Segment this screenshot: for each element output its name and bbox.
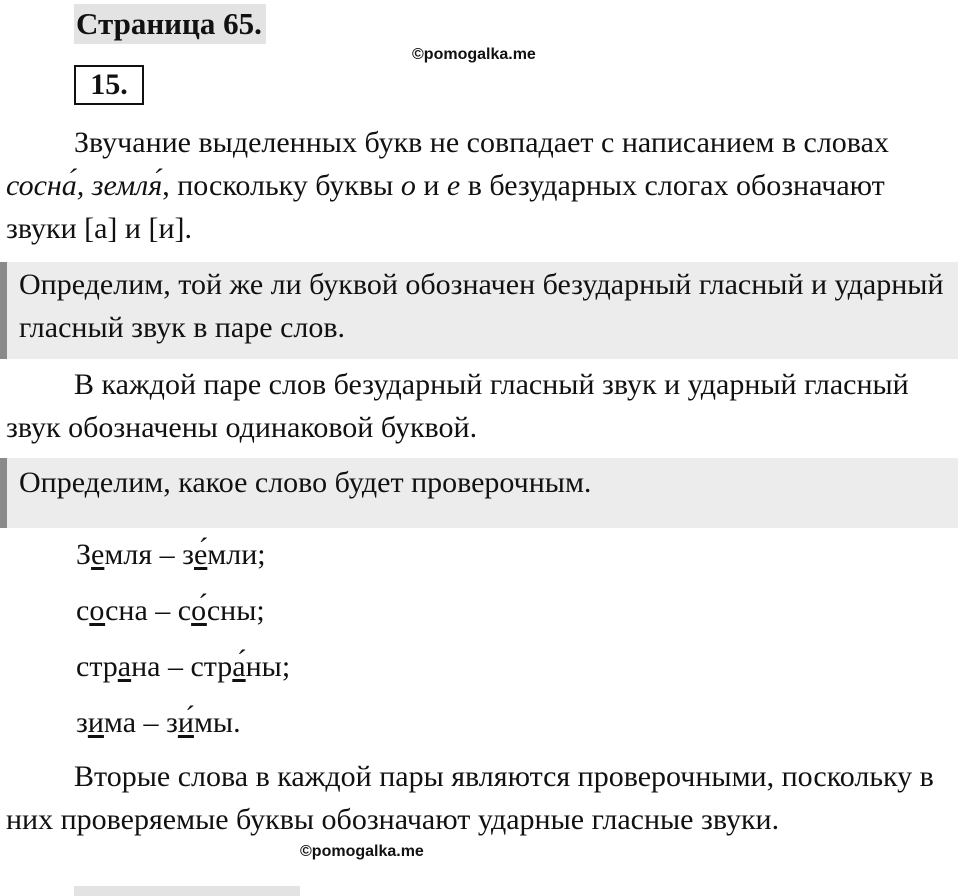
letter-e: е bbox=[446, 169, 461, 202]
paragraph-3 bbox=[6, 755, 956, 841]
letter-o: о bbox=[400, 169, 416, 202]
word-pair: сосна – со́сны; bbox=[76, 594, 265, 627]
word-pair: зима – зи́мы. bbox=[76, 706, 241, 739]
paragraph-1 bbox=[6, 121, 956, 250]
para1-text: Звучание выделенных букв не совпадает с написанием в словах bbox=[74, 126, 889, 159]
para1-text: , поскольку буквы bbox=[162, 169, 401, 202]
para3-text: Вторые слова в каждой пары являются проверочными, поскольку в них проверяемые буквы обозначают ударные гласные звуки. bbox=[6, 760, 934, 836]
word-pair: страна – стра́ны; bbox=[76, 650, 291, 683]
para1-text: в безударных слогах обозначают звуки [а] и [и]. bbox=[6, 169, 885, 245]
note-text: Определим, какое слово будет проверочным. bbox=[19, 466, 592, 499]
note-box-2 bbox=[0, 458, 958, 528]
watermark: ©pomogalka.me bbox=[300, 843, 424, 860]
para2-text: В каждой паре слов безударный гласный звук и ударный гласный звук обозначены одинаковой буквой. bbox=[6, 368, 909, 444]
page-heading: Страница 65. bbox=[74, 4, 266, 44]
note-text: Определим, той же ли буквой обозначен безударный гласный и ударный гласный звук в паре слов. bbox=[19, 268, 944, 344]
note-box-1 bbox=[0, 262, 958, 359]
next-heading-bar bbox=[74, 886, 300, 896]
paragraph-2 bbox=[6, 363, 956, 449]
para1-text: и bbox=[415, 169, 447, 202]
watermark: ©pomogalka.me bbox=[412, 46, 536, 63]
example-words: сосна́, земля́ bbox=[6, 169, 163, 202]
word-pair: Земля – зе́мли; bbox=[76, 538, 266, 571]
task-number-box: 15. bbox=[74, 65, 144, 105]
